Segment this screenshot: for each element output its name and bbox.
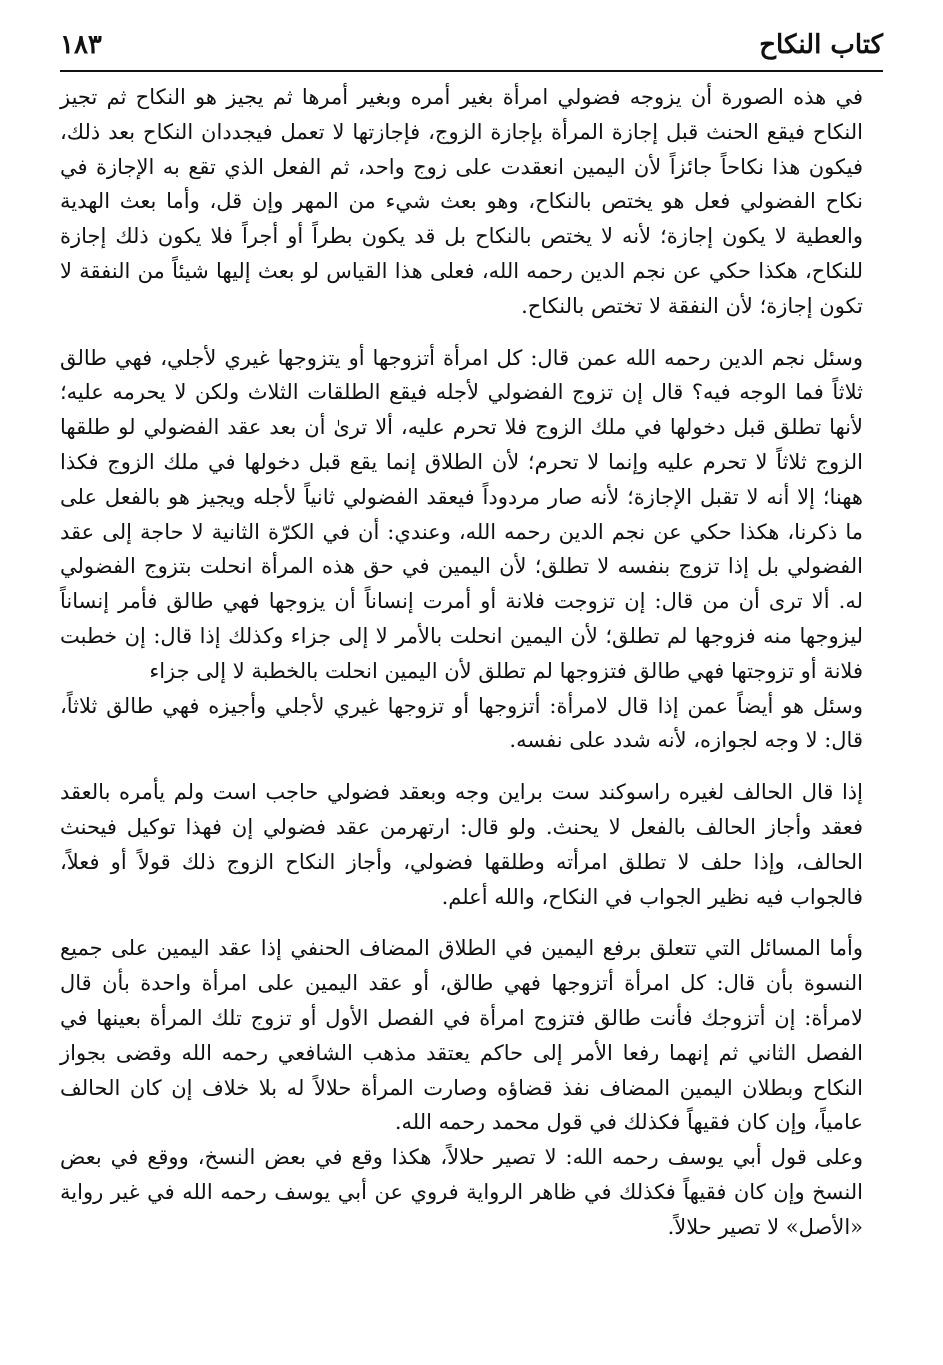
page-header	[60, 26, 883, 66]
paragraph-4: إذا قال الحالف لغيره راسوكند ست براين وجه وبعقد فضولي حاجب است ولم يأمره بالعقد فعقد وأجاز الحالف بالفعل لا يحنث. ولو قال: ارتهرمن عقد فضولي إن فهذا توكيل فيحنث الحالف، وإذا حلف لا تطلق امرأته وطلقها فضولي، وأجاز النكاح الزوج ذلك قولاً أو فعلاً، فالجواب فيه نظير الجواب في النكاح، والله أعلم.	[60, 780, 863, 909]
paragraph-2: وسئل نجم الدين رحمه الله عمن قال: كل امرأة أتزوجها أو يتزوجها غيري لأجلي، فهي طالق ثلاثاً فما الوجه فيه؟ قال إن تزوج الفضولي لأجله فيقع الطلقات الثلاث ولكن لا يحرمه عليه؛ لأنها تطلق قبل دخولها في ملك الزوج فلا تحرم عليه، ألا ترىٰ أن بعد عقد الفضولي لو طلقها الزوج ثلاثاً لا تحرم عليه وإنما لا تحرم؛ لأن الطلاق إنما يقع قبل دخولها في ملك الزوج فكذا ههنا؛ إلا أنه لا تقبل الإجازة؛ لأنه صار مردوداً فيعقد الفضولي ثانياً لأجله ويجيز هو بالفعل على ما ذكرنا، هكذا حكي عن نجم الدين رحمه الله، وعندي: أن في الكرّة الثانية لا حاجة إلى عقد الفضولي بل إذا تزوج بنفسه لا تطلق؛ لأن اليمين في حق هذه المرأة انحلت بتزوج الفضولي له. ألا ترى أن من قال: إن تزوجت فلانة أو أمرت إنساناً أن يزوجها فهي طالق فأمر إنساناً ليزوجها منه فزوجها لم تطلق؛ لأن اليمين انحلت بالأمر لا إلى جزاء وكذلك إذا قال: إن خطبت فلانة أو تزوجتها فهي طالق فتزوجها لم تطلق لأن اليمين انحلت بالخطبة لا إلى جزاء	[60, 345, 864, 683]
body-text	[60, 80, 863, 1262]
header-rule	[60, 70, 883, 72]
paragraph-5: وأما المسائل التي تتعلق برفع اليمين في الطلاق المضاف الحنفي إذا عقد اليمين على جميع النسوة بأن قال: كل امرأة أتزوجها فهي طالق، أو عقد اليمين على امرأة واحدة بأن قال لامرأة: إن أتزوجك فأنت طالق فتزوج امرأة في الفصل الأول أو تزوج تلك المرأة بعينها في الفصل الثاني ثم إنهما رفعا الأمر إلى حاكم يعتقد مذهب الشافعي رحمه الله وقضى بجواز النكاح وبطلان اليمين المضاف نفذ قضاؤه وصارت المرأة حلالاً له بلا خلاف إن كان الحالف عامياً، وإن كان فقيهاً فكذلك في قول محمد رحمه الله.	[60, 936, 863, 1135]
paragraph-1: في هذه الصورة أن يزوجه فضولي امرأة بغير أمره وبغير أمرها ثم يجيز هو النكاح ثم تجيز النكاح فيقع الحنث قبل إجازة المرأة بإجازة الزوج، فإجازتها لا تعمل فيجددان النكاح بعد ذلك، فيكون هذا نكاحاً جائزاً لأن اليمين انعقدت على زوج واحد، ثم الفعل الذي تقع به الإجازة في نكاح الفضولي فعل هو يختص بالنكاح، وهو بعث شيء من المهر وإن قل، وأما بعث الهدية والعطية لا يكون إجازة؛ لأنه لا يختص بالنكاح بل قد يكون بطراً أو أجراً فلا يكون ذلك إجازة للنكاح، هكذا حكي عن نجم الدين رحمه الله، فعلى هذا القياس لو بعث إليها شيئاً من النفقة لا تكون إجازة؛ لأن النفقة لا تختص بالنكاح.	[60, 85, 863, 318]
paragraph-6: وعلى قول أبي يوسف رحمه الله: لا تصير حلالاً، هكذا وقع في بعض النسخ، ووقع في بعض النسخ وإن كان فقيهاً فكذلك في ظاهر الرواية فروي عن أبي يوسف رحمه الله في غير رواية «الأصل» لا تصير حلالاً.	[60, 1145, 863, 1239]
paragraph-3: وسئل هو أيضاً عمن إذا قال لامرأة: أتزوجها أو تزوجها غيري لأجلي وأجيزه فهي طالق ثلاثاً، قال: لا وجه لجوازه، لأنه شدد على نفسه.	[60, 693, 863, 753]
page-number: ١٨٣	[60, 30, 102, 60]
running-title: كتاب النكاح	[759, 30, 883, 60]
